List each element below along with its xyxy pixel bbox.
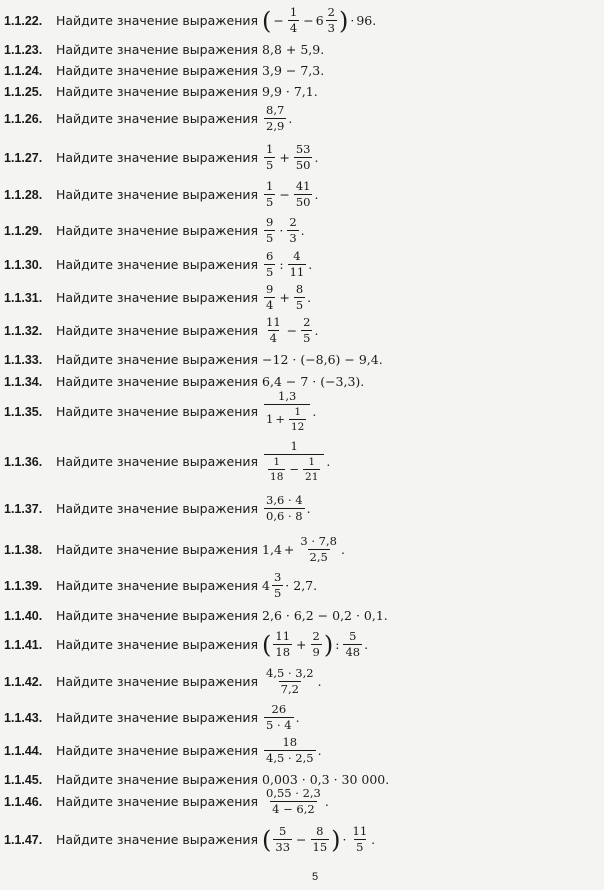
- problem-label: Найдите значение выражения: [56, 257, 259, 273]
- fraction: $\frac{18}{4,5 \cdot 2,5}$: [266, 735, 314, 766]
- open-paren: (: [262, 630, 272, 659]
- problem-label: Найдите значение выражения: [56, 772, 259, 787]
- problem-1-1-47: [0, 825, 375, 854]
- fraction: $\frac{1}{4}$: [289, 5, 298, 36]
- fraction: $\frac{1}{21}$: [305, 456, 319, 484]
- problem-1-1-45: [0, 772, 389, 787]
- expression: $\frac{8,7}{2,9}$ .: [266, 103, 293, 134]
- expression: $\frac{18}{4,5 \cdot 2,5}$ .: [266, 735, 322, 766]
- problem-label: Найдите значение выражения: [56, 578, 259, 594]
- problem-label: Найдите значение выражения: [56, 674, 259, 690]
- problem-1-1-25: [0, 84, 318, 99]
- problem-1-1-34: [0, 374, 364, 389]
- expression: 1,4 + $\frac{3 \cdot 7,8}{2,5}$ .: [262, 534, 345, 565]
- expression: −12 · (−8,6) − 9,4.: [262, 352, 383, 367]
- fraction: $\frac{11}{18}$: [275, 629, 291, 660]
- fraction: $\frac{8,7}{2,9}$: [266, 103, 285, 134]
- problem-1-1-36: [0, 440, 330, 483]
- problem-1-1-35: [0, 390, 316, 433]
- fraction: $\frac{3 \cdot 7,8}{2,5}$: [300, 534, 337, 565]
- fraction: $\frac{4,5 \cdot 3,2}{7,2}$: [266, 666, 314, 697]
- problem-number: 1.1.40.: [4, 608, 43, 623]
- problem-number: 1.1.46.: [4, 794, 43, 809]
- problem-number: 1.1.34.: [4, 374, 43, 389]
- problem-label: Найдите значение выражения: [56, 454, 259, 470]
- expression: 9,9 · 7,1.: [262, 84, 318, 99]
- problem-1-1-33: [0, 352, 383, 367]
- problem-number: 1.1.47.: [4, 832, 43, 847]
- problem-label: Найдите значение выражения: [56, 150, 259, 166]
- expression: 8,8 + 5,9.: [262, 42, 325, 57]
- open-paren: (: [262, 6, 272, 35]
- problem-number: 1.1.45.: [4, 772, 43, 787]
- close-paren: ): [323, 630, 334, 659]
- fraction: $\frac{1}{5}$: [266, 142, 274, 173]
- problem-1-1-39: [0, 571, 317, 600]
- fraction: $\frac{41}{50}$: [295, 179, 311, 210]
- problem-label: Найдите значение выражения: [56, 743, 259, 759]
- problem-1-1-22: [0, 6, 376, 35]
- fraction: $\frac{2}{3}$: [327, 5, 335, 36]
- fraction: $\frac{53}{50}$: [295, 142, 311, 173]
- close-paren: ): [338, 6, 349, 35]
- fraction: $\frac{1}{18}$: [270, 456, 284, 484]
- expression: 1,3 1 + $\frac{1}{12}$ .: [266, 389, 317, 434]
- fraction: $\frac{1}{12}$: [290, 406, 305, 434]
- problem-label: Найдите значение выражения: [56, 608, 259, 623]
- problem-number: 1.1.25.: [4, 84, 43, 99]
- problem-number: 1.1.22.: [4, 13, 43, 28]
- expression: 0,003 · 0,3 · 30 000.: [262, 772, 390, 787]
- fraction: $\frac{2}{5}$: [303, 315, 311, 346]
- problem-number: 1.1.38.: [4, 542, 43, 557]
- fraction: $\frac{11}{5}$: [352, 824, 368, 855]
- problem-number: 1.1.43.: [4, 710, 43, 725]
- expression: ( $\frac{5}{33}$ − $\frac{8}{15}$ ) · $\frac{11}{5}$ .: [262, 824, 376, 855]
- problem-number: 1.1.31.: [4, 290, 43, 305]
- compound-fraction: 1,3 1 + $\frac{1}{12}$: [264, 390, 310, 433]
- expression: $\frac{3,6 \cdot 4}{0,6 \cdot 8}$ .: [266, 493, 311, 524]
- expression: $\frac{26}{5 \cdot 4}$ .: [266, 702, 300, 733]
- problem-number: 1.1.32.: [4, 323, 43, 338]
- expression: $\frac{0,55 \cdot 2,3}{4 - 6,2}$ .: [266, 786, 329, 817]
- problem-label: Найдите значение выражения: [56, 187, 259, 203]
- problem-number: 1.1.23.: [4, 42, 43, 57]
- problem-label: Найдите значение выражения: [56, 542, 259, 558]
- problem-label: Найдите значение выражения: [56, 63, 259, 78]
- open-paren: (: [262, 825, 272, 854]
- problem-number: 1.1.33.: [4, 352, 43, 367]
- compound-fraction: 1 $\frac{1}{18}$ − $\frac{1}{21}$: [264, 440, 324, 483]
- problem-number: 1.1.26.: [4, 111, 43, 126]
- close-paren: ): [331, 825, 341, 854]
- expression: $\frac{4,5 \cdot 3,2}{7,2}$ .: [266, 666, 322, 697]
- problem-1-1-40: [0, 608, 388, 623]
- problem-1-1-26: [0, 104, 292, 133]
- problem-1-1-43: [0, 703, 300, 732]
- fraction: $\frac{4}{11}$: [289, 249, 305, 280]
- problem-number: 1.1.28.: [4, 187, 43, 202]
- problem-number: 1.1.30.: [4, 257, 43, 272]
- problem-label: Найдите значение выражения: [56, 42, 259, 57]
- expression: $\frac{6}{5}$ : $\frac{4}{11}$ .: [266, 249, 313, 280]
- fraction: $\frac{8}{5}$: [295, 282, 304, 313]
- fraction: $\frac{3}{5}$: [273, 570, 282, 601]
- problem-number: 1.1.39.: [4, 578, 43, 593]
- expression: ( $\frac{11}{18}$ + $\frac{2}{9}$ ) : $\frac{5}{48}$ .: [262, 629, 369, 660]
- expression: 2,6 · 6,2 − 0,2 · 0,1.: [262, 608, 388, 623]
- expression: $\frac{9}{5}$ · $\frac{2}{3}$ .: [266, 215, 305, 246]
- problem-label: Найдите значение выражения: [56, 637, 259, 653]
- problem-label: Найдите значение выражения: [56, 84, 259, 99]
- page-number: 5: [312, 871, 319, 883]
- expression: 6,4 − 7 · (−3,3).: [262, 374, 365, 389]
- expression: $\frac{1}{5}$ − $\frac{41}{50}$ .: [266, 179, 319, 210]
- expression: ( − $\frac{1}{4}$ − 6 $\frac{2}{3}$ ) · 96 .: [262, 5, 377, 36]
- fraction: $\frac{6}{5}$: [266, 249, 274, 280]
- problem-1-1-46: [0, 787, 329, 816]
- problem-number: 1.1.37.: [4, 501, 43, 516]
- problem-number: 1.1.41.: [4, 637, 43, 652]
- problem-number: 1.1.42.: [4, 674, 43, 689]
- fraction: $\frac{11}{4}$: [266, 315, 281, 346]
- problem-label: Найдите значение выражения: [56, 111, 259, 127]
- fraction: $\frac{8}{15}$: [312, 824, 328, 855]
- problem-1-1-29: [0, 216, 305, 245]
- fraction: $\frac{0,55 \cdot 2,3}{4 - 6,2}$: [266, 786, 321, 817]
- problem-number: 1.1.44.: [4, 743, 43, 758]
- problem-label: Найдите значение выражения: [56, 223, 259, 239]
- problem-1-1-30: [0, 250, 312, 279]
- fraction: $\frac{9}{5}$: [266, 215, 274, 246]
- problem-label: Найдите значение выражения: [56, 290, 259, 306]
- problem-1-1-38: [0, 535, 345, 564]
- fraction: $\frac{3,6 \cdot 4}{0,6 \cdot 8}$: [266, 493, 303, 524]
- problem-number: 1.1.36.: [4, 454, 43, 469]
- fraction: $\frac{5}{48}$: [345, 629, 361, 660]
- problem-label: Найдите значение выражения: [56, 710, 259, 726]
- problem-1-1-23: [0, 42, 324, 57]
- problem-label: Найдите значение выражения: [56, 374, 259, 389]
- fraction: $\frac{1}{5}$: [266, 179, 274, 210]
- problem-1-1-24: [0, 63, 324, 78]
- expression: $\frac{1}{5}$ + $\frac{53}{50}$ .: [266, 142, 319, 173]
- problem-label: Найдите значение выражения: [56, 794, 259, 810]
- problem-number: 1.1.35.: [4, 404, 43, 419]
- problem-1-1-27: [0, 143, 318, 172]
- problem-label: Найдите значение выражения: [56, 352, 259, 367]
- problem-label: Найдите значение выражения: [56, 13, 259, 29]
- problem-label: Найдите значение выражения: [56, 832, 259, 848]
- fraction: $\frac{9}{4}$: [266, 282, 274, 313]
- problem-label: Найдите значение выражения: [56, 404, 259, 420]
- problem-1-1-42: [0, 667, 322, 696]
- problem-1-1-32: [0, 316, 318, 345]
- problem-label: Найдите значение выражения: [56, 323, 259, 339]
- expression: 3,9 − 7,3.: [262, 63, 325, 78]
- fraction: $\frac{2}{3}$: [289, 215, 297, 246]
- expression: $\frac{11}{4}$ − $\frac{2}{5}$ .: [266, 315, 319, 346]
- problem-1-1-28: [0, 180, 318, 209]
- problem-number: 1.1.27.: [4, 150, 43, 165]
- problem-1-1-41: [0, 630, 368, 659]
- fraction: $\frac{26}{5 \cdot 4}$: [266, 702, 292, 733]
- problem-1-1-44: [0, 736, 322, 765]
- expression: $\frac{9}{4}$ + $\frac{8}{5}$ .: [266, 282, 312, 313]
- fraction: $\frac{5}{33}$: [275, 824, 291, 855]
- problem-label: Найдите значение выражения: [56, 501, 259, 517]
- problem-1-1-31: [0, 283, 311, 312]
- problem-1-1-37: [0, 494, 311, 523]
- fraction: $\frac{2}{9}$: [312, 629, 320, 660]
- expression: 4 $\frac{3}{5}$ · 2,7 .: [262, 570, 318, 601]
- problem-number: 1.1.29.: [4, 223, 43, 238]
- problem-number: 1.1.24.: [4, 63, 43, 78]
- expression: 1 $\frac{1}{18}$ − $\frac{1}{21}$ .: [262, 440, 330, 483]
